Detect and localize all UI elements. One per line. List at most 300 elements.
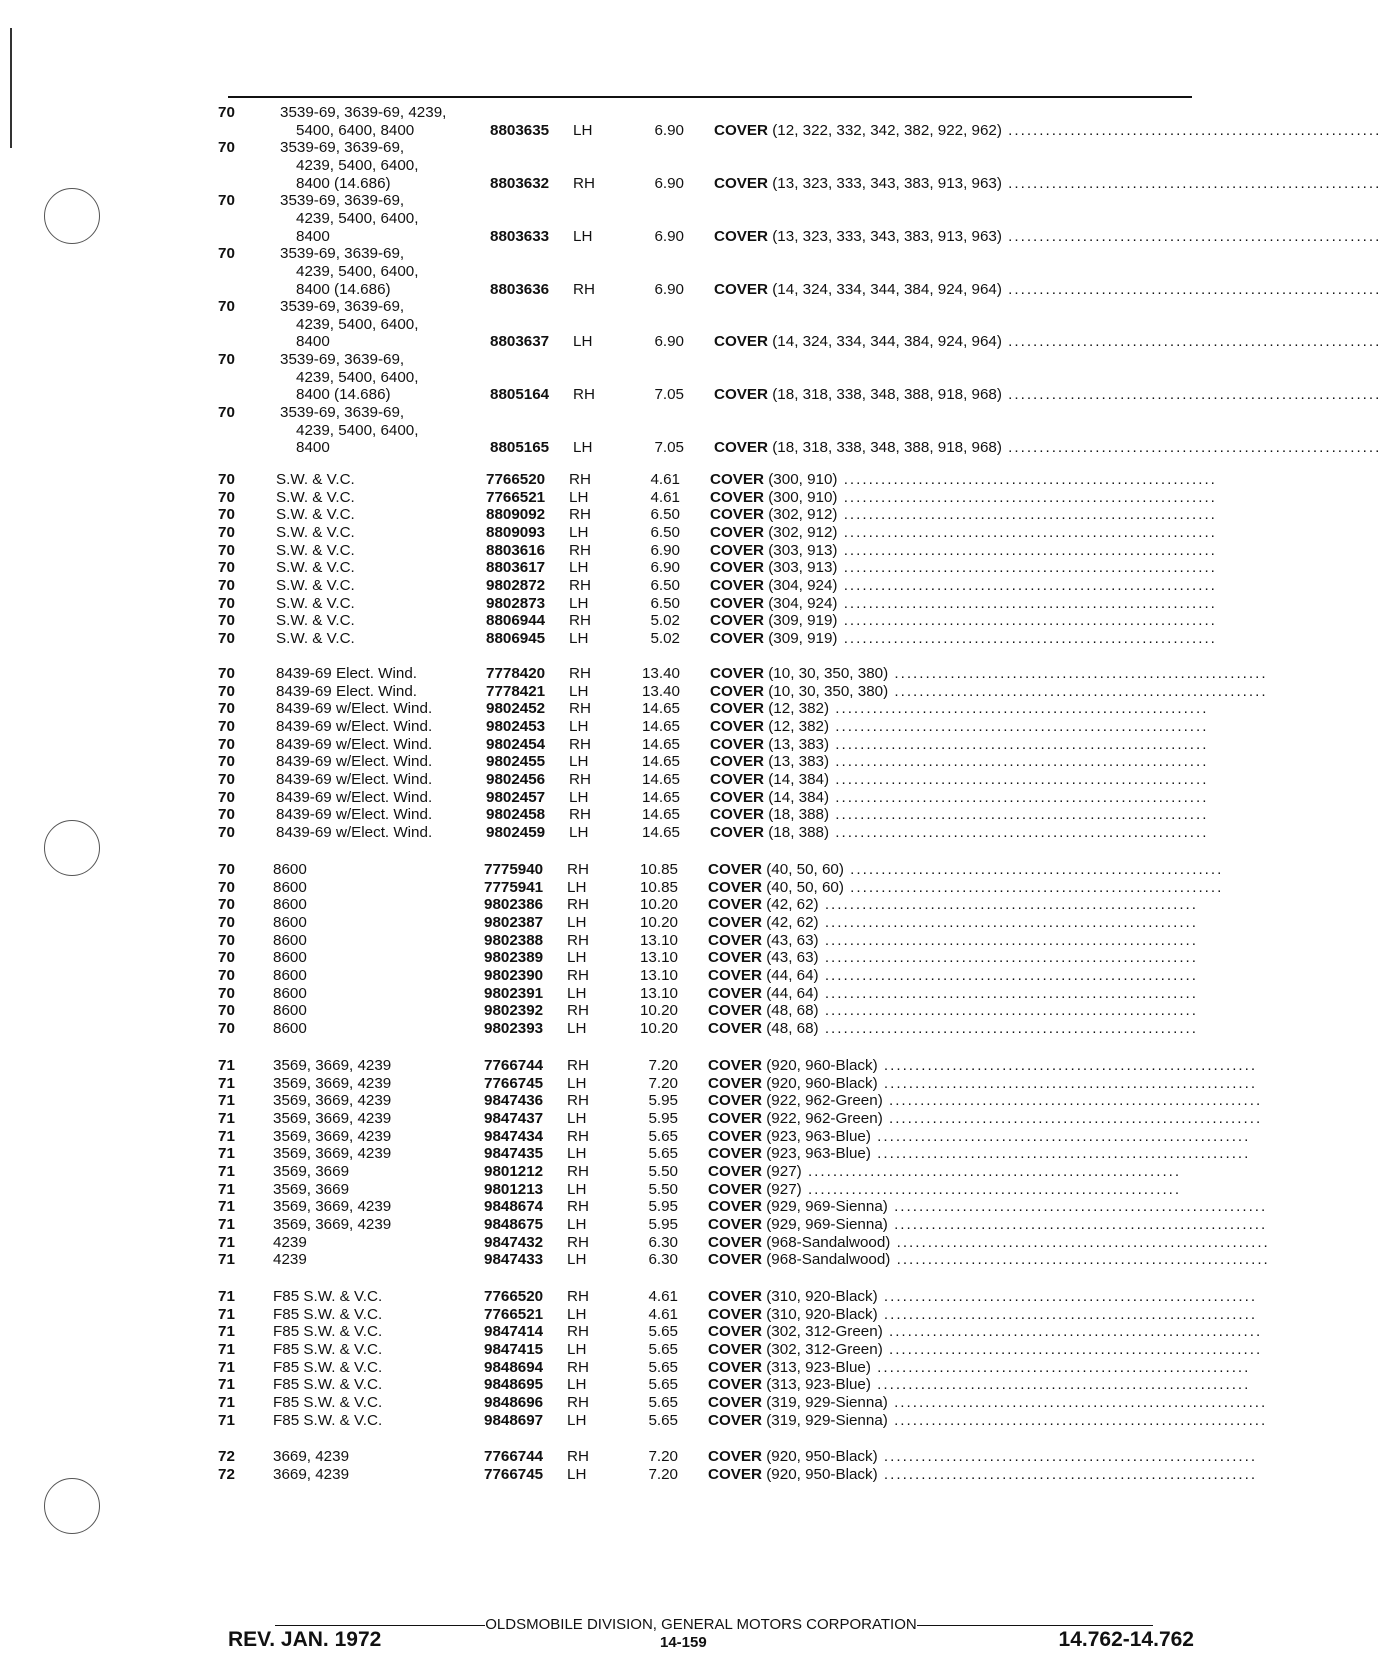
list-price: 5.95 — [648, 1109, 678, 1127]
model-applicability: 3539-69, 3639-69, — [280, 351, 405, 369]
model-applicability: 8439-69 w/Elect. Wind. — [276, 823, 433, 841]
description-name: COVER — [708, 896, 763, 914]
description-detail: (10, 30, 350, 380) — [768, 682, 889, 700]
model-year: 70 — [218, 104, 235, 121]
model-applicability: F85 S.W. & V.C. — [273, 1340, 383, 1358]
side-rh-lh: LH — [569, 594, 589, 612]
leader-dots: ............................................................ — [829, 770, 1209, 788]
model-applicability: 5400, 6400, 8400 — [296, 121, 415, 139]
description-detail: (922, 962-Green) — [766, 1092, 883, 1110]
description-name: COVER — [708, 1109, 763, 1127]
punch-hole — [44, 1478, 100, 1534]
leader-dots: ............................................................ — [818, 966, 1198, 984]
description-name: COVER — [710, 471, 765, 488]
description-name: COVER — [714, 333, 769, 351]
model-applicability: 8600 — [273, 1002, 307, 1020]
description-name: COVER — [708, 1376, 763, 1394]
model-applicability: F85 S.W. & V.C. — [273, 1376, 383, 1394]
model-applicability: 8439-69 Elect. Wind. — [276, 682, 417, 700]
binder-edge-line — [10, 28, 12, 148]
description-name: COVER — [708, 1305, 763, 1323]
footer-division-text: OLDSMOBILE DIVISION, GENERAL MOTORS CORPORATION — [485, 1616, 917, 1633]
model-applicability: S.W. & V.C. — [276, 488, 355, 506]
leader-dots: ............................................................ — [837, 541, 1217, 559]
description-name: COVER — [714, 439, 769, 457]
description-name: COVER — [708, 1074, 763, 1092]
list-price: 14.65 — [641, 735, 680, 753]
description-name: COVER — [708, 1198, 763, 1216]
description-detail: (920, 960-Black) — [766, 1074, 878, 1092]
model-year: 70 — [218, 506, 235, 524]
leader-dots: ............................................................ — [837, 612, 1217, 630]
description-name: COVER — [708, 1180, 763, 1198]
description-detail: (313, 923-Blue) — [766, 1376, 871, 1394]
model-applicability: 8400 (14.686) — [296, 386, 391, 404]
side-rh-lh: LH — [567, 1074, 587, 1092]
list-price: 7.05 — [654, 439, 684, 457]
part-number: 8806944 — [486, 612, 546, 630]
leader-dots: ............................................................ — [829, 788, 1209, 806]
model-applicability: 8600 — [273, 1019, 307, 1037]
model-year: 71 — [218, 1127, 235, 1145]
side-rh-lh: LH — [567, 949, 587, 967]
description-name: COVER — [710, 594, 765, 612]
description-name: COVER — [708, 1358, 763, 1376]
side-rh-lh: LH — [567, 1376, 587, 1394]
description-detail: (920, 960-Black) — [766, 1057, 878, 1074]
leader-dots: ............................................................ — [837, 629, 1217, 647]
description-name: COVER — [710, 488, 765, 506]
leader-dots: ............................................................ — [829, 823, 1209, 841]
model-applicability: 8600 — [273, 931, 307, 949]
list-price: 5.02 — [650, 612, 680, 630]
description-name: COVER — [710, 559, 765, 577]
description-detail: (302, 312-Green) — [766, 1340, 883, 1358]
list-price: 5.65 — [648, 1358, 678, 1376]
side-rh-lh: LH — [567, 913, 587, 931]
model-year: 70 — [218, 665, 235, 682]
parts-row — [218, 1411, 1268, 1431]
model-applicability: 8400 — [296, 227, 330, 245]
list-price: 5.65 — [648, 1127, 678, 1145]
part-number: 9802458 — [486, 806, 546, 824]
model-applicability: 8600 — [273, 861, 307, 878]
model-year: 70 — [218, 788, 235, 806]
model-applicability: 3569, 3669, 4239 — [273, 1057, 392, 1074]
list-price: 6.90 — [654, 333, 684, 351]
model-applicability: 3539-69, 3639-69, — [280, 245, 405, 263]
model-year: 71 — [218, 1305, 235, 1323]
model-year: 71 — [218, 1215, 235, 1233]
model-applicability: S.W. & V.C. — [276, 612, 355, 630]
side-rh-lh: LH — [567, 984, 587, 1002]
part-number: 7778421 — [486, 682, 546, 700]
side-rh-lh: RH — [569, 770, 591, 788]
list-price: 14.65 — [641, 700, 680, 718]
part-number: 9847415 — [484, 1340, 544, 1358]
description-detail: (302, 912) — [768, 523, 838, 541]
side-rh-lh: RH — [569, 506, 591, 524]
description-name: COVER — [708, 1057, 763, 1074]
list-price: 7.20 — [648, 1057, 678, 1074]
side-rh-lh: RH — [569, 700, 591, 718]
part-number: 9847435 — [484, 1145, 544, 1163]
model-year: 71 — [218, 1162, 235, 1180]
description-detail: (313, 923-Blue) — [766, 1358, 871, 1376]
leader-dots: ............................................................ — [887, 1411, 1268, 1429]
part-number: 8803632 — [490, 174, 550, 192]
side-rh-lh: RH — [573, 386, 595, 404]
list-price: 5.50 — [648, 1180, 678, 1198]
model-year: 70 — [218, 770, 235, 788]
part-number: 9802393 — [484, 1019, 544, 1037]
part-number: 9802388 — [484, 931, 544, 949]
list-price: 5.95 — [648, 1198, 678, 1216]
leader-dots: ............................................................ — [837, 594, 1217, 612]
part-number: 9848697 — [484, 1411, 544, 1429]
model-applicability: S.W. & V.C. — [276, 523, 355, 541]
list-price: 10.85 — [639, 861, 678, 878]
description-name: COVER — [708, 1127, 763, 1145]
description-detail: (922, 962-Green) — [766, 1109, 883, 1127]
description-detail: (310, 920-Black) — [766, 1288, 878, 1305]
model-applicability: 8439-69 w/Elect. Wind. — [276, 700, 433, 718]
description-name: COVER — [714, 280, 769, 298]
description-detail: (968-Sandalwood) — [766, 1233, 891, 1251]
footer-page-number: 14-159 — [660, 1634, 707, 1651]
leader-dots: ............................................................ — [1001, 333, 1381, 351]
side-rh-lh: LH — [567, 1145, 587, 1163]
list-price: 14.65 — [641, 788, 680, 806]
part-description — [708, 1411, 1268, 1431]
description-detail: (929, 969-Sienna) — [766, 1215, 888, 1233]
part-number: 9802391 — [484, 984, 544, 1002]
part-number: 8803636 — [490, 280, 550, 298]
description-name: COVER — [708, 1145, 763, 1163]
side-rh-lh: RH — [567, 1393, 589, 1411]
list-price: 7.05 — [654, 386, 684, 404]
part-number: 8803635 — [490, 121, 550, 139]
leader-dots: ............................................................ — [818, 1019, 1198, 1037]
side-rh-lh: RH — [569, 576, 591, 594]
side-rh-lh: LH — [569, 682, 589, 700]
part-number: 9848694 — [484, 1358, 544, 1376]
list-price: 13.40 — [641, 665, 680, 682]
description-name: COVER — [708, 931, 763, 949]
leader-dots: ............................................................ — [829, 717, 1209, 735]
part-number: 9848675 — [484, 1215, 544, 1233]
part-number: 7778420 — [486, 665, 546, 682]
model-applicability: F85 S.W. & V.C. — [273, 1358, 383, 1376]
list-price: 14.65 — [641, 823, 680, 841]
list-price: 5.65 — [648, 1145, 678, 1163]
list-price: 6.30 — [648, 1251, 678, 1269]
model-year: 70 — [218, 753, 235, 771]
side-rh-lh: LH — [569, 629, 589, 647]
description-detail: (13, 383) — [768, 735, 830, 753]
part-number: 9847432 — [484, 1233, 544, 1251]
part-number: 7766744 — [484, 1448, 544, 1465]
part-description — [714, 438, 1381, 458]
model-year: 70 — [218, 1019, 235, 1037]
list-price: 6.50 — [650, 506, 680, 524]
model-year: 70 — [218, 488, 235, 506]
leader-dots: ............................................................ — [1001, 280, 1381, 298]
description-detail: (303, 913) — [768, 559, 838, 577]
description-name: COVER — [710, 823, 765, 841]
model-applicability: S.W. & V.C. — [276, 506, 355, 524]
part-description — [710, 823, 1209, 843]
leader-dots: ............................................................ — [887, 1215, 1268, 1233]
description-detail: (300, 910) — [768, 488, 838, 506]
leader-dots: ............................................................ — [837, 523, 1217, 541]
part-number: 9802389 — [484, 949, 544, 967]
description-detail: (302, 912) — [768, 506, 838, 524]
part-description — [710, 629, 1217, 649]
list-price: 5.95 — [648, 1215, 678, 1233]
description-name: COVER — [710, 541, 765, 559]
leader-dots: ............................................................ — [837, 488, 1217, 506]
model-applicability: 3539-69, 3639-69, 4239, — [280, 104, 447, 121]
leader-dots: ............................................................ — [837, 471, 1217, 488]
model-year: 72 — [218, 1465, 235, 1483]
description-name: COVER — [710, 629, 765, 647]
model-applicability: S.W. & V.C. — [276, 541, 355, 559]
parts-row — [218, 438, 1381, 458]
part-number: 8803633 — [490, 227, 550, 245]
model-year: 70 — [218, 139, 235, 157]
list-price: 10.85 — [639, 878, 678, 896]
model-year: 71 — [218, 1145, 235, 1163]
model-applicability: 8600 — [273, 966, 307, 984]
model-applicability: F85 S.W. & V.C. — [273, 1288, 383, 1305]
punch-hole — [44, 820, 100, 876]
part-number: 8809093 — [486, 523, 546, 541]
model-applicability: 3569, 3669, 4239 — [273, 1198, 392, 1216]
parts-row — [218, 1019, 1198, 1039]
model-applicability: 3569, 3669, 4239 — [273, 1109, 392, 1127]
side-rh-lh: RH — [569, 541, 591, 559]
model-year: 70 — [218, 629, 235, 647]
side-rh-lh: LH — [567, 1305, 587, 1323]
model-applicability: 3569, 3669, 4239 — [273, 1127, 392, 1145]
leader-dots: ............................................................ — [843, 861, 1224, 878]
description-detail: (44, 64) — [766, 984, 819, 1002]
model-year: 71 — [218, 1198, 235, 1216]
top-rule — [228, 96, 1192, 98]
description-name: COVER — [710, 700, 765, 718]
description-name: COVER — [708, 966, 763, 984]
description-detail: (319, 929-Sienna) — [766, 1411, 888, 1429]
part-number: 9802455 — [486, 753, 546, 771]
list-price: 7.20 — [648, 1465, 678, 1483]
description-name: COVER — [710, 506, 765, 524]
leader-dots: ............................................................ — [888, 665, 1268, 682]
model-year: 70 — [218, 735, 235, 753]
model-year: 70 — [218, 192, 235, 210]
side-rh-lh: RH — [569, 471, 591, 488]
model-year: 70 — [218, 717, 235, 735]
parts-row — [218, 1465, 1258, 1485]
part-number: 9848695 — [484, 1376, 544, 1394]
side-rh-lh: RH — [567, 1358, 589, 1376]
side-rh-lh: LH — [573, 333, 593, 351]
model-applicability: S.W. & V.C. — [276, 629, 355, 647]
list-price: 4.61 — [650, 488, 680, 506]
list-price: 5.02 — [650, 629, 680, 647]
description-detail: (12, 382) — [768, 700, 830, 718]
side-rh-lh: LH — [567, 1251, 587, 1269]
leader-dots: ............................................................ — [870, 1127, 1251, 1145]
side-rh-lh: LH — [567, 878, 587, 896]
part-number: 9802387 — [484, 913, 544, 931]
description-detail: (43, 63) — [766, 949, 819, 967]
description-detail: (14, 324, 334, 344, 384, 924, 964) — [772, 333, 1002, 351]
model-applicability: 3569, 3669, 4239 — [273, 1145, 392, 1163]
model-year: 70 — [218, 404, 235, 422]
leader-dots: ............................................................ — [887, 1393, 1268, 1411]
description-name: COVER — [708, 984, 763, 1002]
description-detail: (920, 950-Black) — [766, 1465, 878, 1483]
part-number: 7775941 — [484, 878, 544, 896]
side-rh-lh: LH — [573, 121, 593, 139]
side-rh-lh: RH — [569, 735, 591, 753]
model-year: 70 — [218, 878, 235, 896]
side-rh-lh: LH — [567, 1340, 587, 1358]
description-name: COVER — [710, 753, 765, 771]
description-name: COVER — [708, 1323, 763, 1341]
model-applicability: 3669, 4239 — [273, 1465, 350, 1483]
part-number: 8803616 — [486, 541, 546, 559]
model-applicability: 8400 (14.686) — [296, 174, 391, 192]
leader-dots: ............................................................ — [818, 1002, 1198, 1020]
side-rh-lh: RH — [567, 1002, 589, 1020]
model-year: 71 — [218, 1233, 235, 1251]
list-price: 4.61 — [648, 1305, 678, 1323]
model-year: 70 — [218, 594, 235, 612]
leader-dots: ............................................................ — [882, 1340, 1263, 1358]
model-applicability: 3669, 4239 — [273, 1448, 350, 1465]
list-price: 14.65 — [641, 717, 680, 735]
leader-dots: ............................................................ — [843, 878, 1224, 896]
list-price: 5.65 — [648, 1323, 678, 1341]
description-detail: (14, 384) — [768, 788, 830, 806]
description-detail: (968-Sandalwood) — [766, 1251, 891, 1269]
model-applicability: 4239, 5400, 6400, — [296, 368, 419, 386]
part-number: 9802453 — [486, 717, 546, 735]
side-rh-lh: LH — [567, 1180, 587, 1198]
list-price: 6.50 — [650, 523, 680, 541]
description-name: COVER — [714, 174, 769, 192]
part-number: 9848674 — [484, 1198, 544, 1216]
model-year: 70 — [218, 861, 235, 878]
model-applicability: 4239, 5400, 6400, — [296, 421, 419, 439]
side-rh-lh: LH — [567, 1411, 587, 1429]
leader-dots: ............................................................ — [1001, 386, 1381, 404]
description-name: COVER — [708, 1092, 763, 1110]
model-applicability: 3539-69, 3639-69, — [280, 139, 405, 157]
part-number: 9802390 — [484, 966, 544, 984]
model-year: 70 — [218, 351, 235, 369]
description-name: COVER — [708, 1411, 763, 1429]
description-name: COVER — [708, 1393, 763, 1411]
leader-dots: ............................................................ — [829, 806, 1209, 824]
description-name: COVER — [708, 1340, 763, 1358]
list-price: 6.50 — [650, 576, 680, 594]
description-name: COVER — [710, 770, 765, 788]
model-year: 70 — [218, 896, 235, 914]
parts-row — [218, 629, 1217, 649]
description-detail: (12, 382) — [768, 717, 830, 735]
model-year: 70 — [218, 966, 235, 984]
part-number: 9802459 — [486, 823, 546, 841]
model-year: 70 — [218, 541, 235, 559]
model-applicability: 8439-69 w/Elect. Wind. — [276, 753, 433, 771]
part-number: 8803617 — [486, 559, 546, 577]
leader-dots: ............................................................ — [882, 1323, 1263, 1341]
list-price: 13.10 — [639, 966, 678, 984]
model-year: 71 — [218, 1288, 235, 1305]
side-rh-lh: RH — [567, 1288, 589, 1305]
side-rh-lh: RH — [573, 280, 595, 298]
list-price: 4.61 — [650, 471, 680, 488]
leader-dots: ............................................................ — [882, 1092, 1263, 1110]
side-rh-lh: RH — [567, 1233, 589, 1251]
description-detail: (12, 322, 332, 342, 382, 922, 962) — [772, 121, 1002, 139]
model-year: 70 — [218, 931, 235, 949]
side-rh-lh: LH — [569, 788, 589, 806]
description-detail: (309, 919) — [768, 612, 838, 630]
part-number: 7766521 — [486, 488, 546, 506]
side-rh-lh: RH — [567, 896, 589, 914]
description-name: COVER — [710, 717, 765, 735]
leader-dots: ............................................................ — [818, 896, 1198, 914]
description-name: COVER — [710, 576, 765, 594]
model-year: 71 — [218, 1180, 235, 1198]
list-price: 4.61 — [648, 1288, 678, 1305]
model-year: 70 — [218, 984, 235, 1002]
leader-dots: ............................................................ — [818, 931, 1198, 949]
list-price: 10.20 — [639, 896, 678, 914]
description-name: COVER — [710, 806, 765, 824]
leader-dots: ............................................................ — [890, 1233, 1270, 1251]
list-price: 6.90 — [654, 227, 684, 245]
model-applicability: 3569, 3669, 4239 — [273, 1092, 392, 1110]
description-detail: (40, 50, 60) — [766, 861, 844, 878]
side-rh-lh: RH — [567, 1323, 589, 1341]
description-detail: (18, 318, 338, 348, 388, 918, 968) — [772, 386, 1002, 404]
description-name: COVER — [714, 386, 769, 404]
leader-dots: ............................................................ — [887, 1198, 1268, 1216]
model-applicability: 3569, 3669, 4239 — [273, 1074, 392, 1092]
leader-dots: ............................................................ — [1001, 227, 1381, 245]
model-year: 70 — [218, 471, 235, 488]
footer-revision: REV. JAN. 1972 — [228, 1628, 382, 1651]
leader-dots: ............................................................ — [837, 506, 1217, 524]
description-name: COVER — [710, 612, 765, 630]
part-number: 8809092 — [486, 506, 546, 524]
model-year: 72 — [218, 1448, 235, 1465]
part-number: 8805164 — [490, 386, 550, 404]
description-detail: (40, 50, 60) — [766, 878, 844, 896]
side-rh-lh: LH — [569, 823, 589, 841]
model-applicability: 8600 — [273, 984, 307, 1002]
side-rh-lh: RH — [567, 1198, 589, 1216]
model-year: 70 — [218, 298, 235, 316]
model-applicability: 3539-69, 3639-69, — [280, 298, 405, 316]
list-price: 6.90 — [650, 541, 680, 559]
model-applicability: S.W. & V.C. — [276, 471, 355, 488]
